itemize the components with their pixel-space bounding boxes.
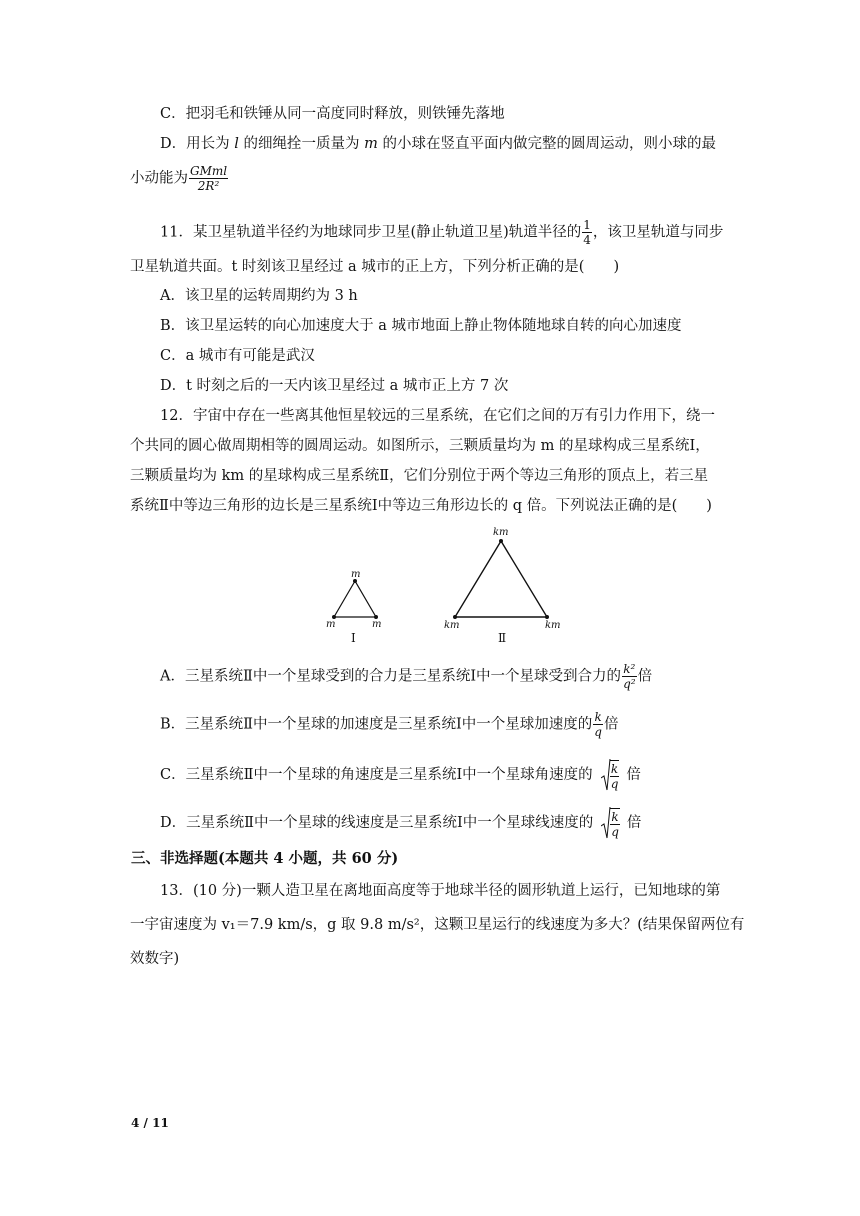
small-top-label: m [351,569,361,580]
q12-stem-line4: 系统Ⅱ中等边三角形的边长是三星系统Ⅰ中等边三角形边长的 q 倍。下列说法正确的是( ) [130,498,712,514]
q12-option-d [160,806,641,840]
q10-d-text2: 的细绳拴一质量为 [238,136,365,152]
q12-stem-line3: 三颗质量均为 km 的星球构成三星系统Ⅱ，它们分别位于两个等边三角形的顶点上，若三星 [130,468,709,484]
small-right-label: m [372,619,382,630]
q10-d-var-l: l [234,136,239,152]
q12-a-den: q² [623,677,636,691]
large-right-label: km [545,620,561,631]
q12-a-suffix: 倍 [637,668,653,685]
q10-d-fraction [189,164,228,193]
q11-option-d: D．t 时刻之后的一天内该卫星经过 a 城市正上方 7 次 [160,378,509,394]
large-triangle [455,541,547,617]
q10-d-text3: 的小球在竖直平面内做完整的圆周运动，则小球的最 [377,136,716,152]
q12-b-num: k [594,710,602,724]
q12-d-suffix: 倍 [626,815,642,831]
q11-stem-line2: 卫星轨道共面。t 时刻该卫星经过 a 城市的正上方，下列分析正确的是( ) [130,259,620,275]
q12-b-text: B．三星系统Ⅱ中一个星球的加速度是三星系统Ⅰ中一个星球加速度的 [160,716,593,733]
section-heading: 三、非选择题(本题共 4 小题，共 60 分) [131,850,399,867]
q12-a-text: A．三星系统Ⅱ中一个星球受到的合力是三星系统Ⅰ中一个星球受到合力的 [160,668,622,685]
q13-stem-line1: 13．(10 分)一颗人造卫星在离地面高度等于地球半径的圆形轨道上运行，已知地球的第 [160,883,721,899]
q13-stem-line2: 一宇宙速度为 v₁＝7.9 km/s，g 取 9.8 m/s²，这颗卫星运行的线速度为多大？(结果保留两位有 [130,917,745,933]
q10-option-d-line2 [130,164,229,193]
q12-option-b [160,710,618,739]
large-top-label: km [493,527,509,538]
q12-c-den: q [610,776,619,791]
q12-b-den: q [594,725,602,739]
q11-fraction [582,218,592,247]
q12-d-sqrt [601,806,621,840]
q12-stem-line1: 12．宇宙中存在一些离其他恒星较远的三星系统，在它们之间的万有引力作用下，绕一 [160,408,715,424]
small-caption: Ⅰ [351,631,356,645]
large-right-star [545,615,549,619]
q12-stem-line2: 个共同的圆心做周期相等的圆周运动。如图所示，三颗质量均为 m 的星球构成三星系统Ⅰ， [130,438,710,454]
q10-d-var-m: m [364,136,378,152]
page-number: 4 / 11 [131,1116,169,1130]
q12-b-fraction [593,710,603,739]
q10-d-frac-den: 2R² [197,179,220,193]
q10-d-prefix: 小动能为 [130,170,188,187]
q10-d-frac-num: GMml [190,164,228,178]
q12-c-fraction [610,760,620,791]
q11-stem-text2: ，该卫星轨道与同步 [592,224,724,241]
three-star-figure [320,522,580,648]
small-left-label: m [326,619,336,630]
q12-a-fraction [622,662,637,691]
q12-c-suffix: 倍 [626,767,641,783]
q11-option-a: A．该卫星的运转周期约为 3 h [160,288,358,304]
q13-stem-line3: 效数字) [130,951,180,967]
q10-option-d [160,134,716,154]
q12-c-text: C．三星系统Ⅱ中一个星球的角速度是三星系统Ⅰ中一个星球角速度的 [160,767,593,783]
q12-d-den: q [611,824,619,839]
large-left-star [453,615,457,619]
q11-frac-num: 1 [583,218,591,232]
q12-option-c [160,758,641,792]
q12-d-text: D．三星系统Ⅱ中一个星球的线速度是三星系统Ⅰ中一个星球线速度的 [160,815,594,831]
large-top-star [499,539,503,543]
q11-option-b: B．该卫星运转的向心加速度大于 a 城市地面上静止物体随地球自转的向心加速度 [160,318,682,334]
q11-frac-den: 4 [583,233,591,247]
q10-d-text1: D．用长为 [160,136,235,152]
q11-stem-text1: 11．某卫星轨道半径约为地球同步卫星(静止轨道卫星)轨道半径的 [160,224,582,241]
q11-stem [160,218,723,247]
q12-c-sqrt [601,758,621,792]
q11-option-c: C．a 城市有可能是武汉 [160,348,315,364]
q12-d-fraction [610,808,620,839]
large-left-label: km [444,620,460,631]
q12-b-suffix: 倍 [603,716,619,733]
small-triangle [334,581,376,617]
q10-option-c: C．把羽毛和铁锤从同一高度同时释放，则铁锤先落地 [160,106,505,122]
q12-c-num: k [610,761,619,776]
q12-option-a [160,662,652,691]
q12-d-num: k [611,809,619,824]
q12-a-num: k² [623,662,636,676]
large-caption: Ⅱ [498,631,507,645]
